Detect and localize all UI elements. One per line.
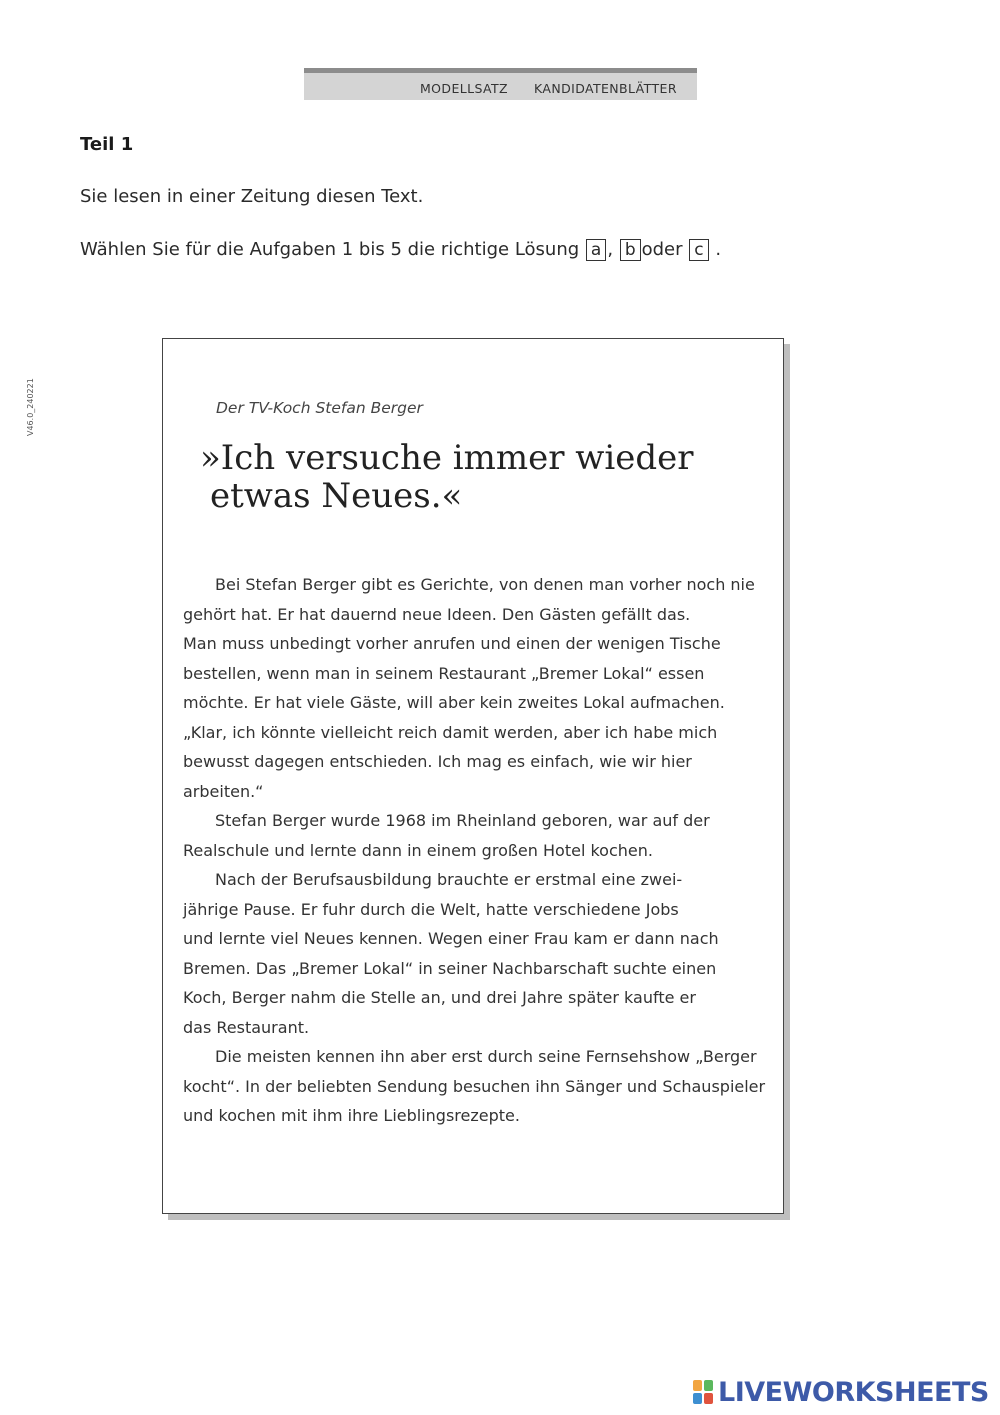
article-body bbox=[183, 570, 773, 1131]
liveworksheets-logo bbox=[692, 1374, 989, 1410]
section-title: Teil 1 bbox=[80, 134, 134, 155]
header-modellsatz: MODELLSATZ bbox=[420, 81, 509, 96]
newspaper-article bbox=[162, 338, 784, 1214]
article-line: Nach der Berufsausbildung brauchte er erstmal eine zwei- bbox=[215, 870, 683, 889]
side-version-code: V46.0_240221 bbox=[26, 378, 35, 436]
header-kandidatenblaetter: KANDIDATENBLÄTTER bbox=[534, 81, 677, 96]
article-line: kocht“. In der beliebten Sendung besuchen ihn Sänger und Schauspieler bbox=[183, 1076, 766, 1096]
article-line: möchte. Er hat viele Gäste, will aber kein zweites Lokal aufmachen. bbox=[183, 693, 725, 712]
article-line: gehört hat. Er hat dauernd neue Ideen. Den Gästen gefällt das. bbox=[183, 604, 691, 624]
headline-line-1: »Ich versuche immer wieder bbox=[200, 438, 694, 478]
article-line: bewusst dagegen entschieden. Ich mag es einfach, wie wir hier bbox=[183, 752, 692, 771]
article-line: Man muss unbedingt vorher anrufen und einen der wenigen Tische bbox=[183, 634, 721, 653]
instruction-line-2 bbox=[80, 239, 721, 261]
instruction-line-1: Sie lesen in einer Zeitung diesen Text. bbox=[80, 186, 424, 207]
option-c-box: c bbox=[689, 239, 708, 261]
article-line: Realschule und lernte dann in einem großen Hotel kochen. bbox=[183, 840, 653, 860]
article-line: und kochen mit ihm ihre Lieblingsrezepte. bbox=[183, 1106, 520, 1125]
article-line: Bei Stefan Berger gibt es Gerichte, von denen man vorher noch nie bbox=[215, 575, 755, 594]
article-line: Koch, Berger nahm die Stelle an, und drei Jahre später kaufte er bbox=[183, 988, 696, 1007]
article-line: „Klar, ich könnte vielleicht reich damit werden, aber ich habe mich bbox=[183, 722, 718, 742]
article-line: Die meisten kennen ihn aber erst durch seine Fernsehshow „Berger bbox=[215, 1047, 757, 1066]
article-line: und lernte viel Neues kennen. Wegen einer Frau kam er dann nach bbox=[183, 929, 719, 948]
article-line: jährige Pause. Er fuhr durch die Welt, hatte verschiedene Jobs bbox=[183, 899, 679, 919]
article-kicker: Der TV-Koch Stefan Berger bbox=[216, 399, 423, 417]
instruction-text: Wählen Sie für die Aufgaben 1 bis 5 die richtige Lösung bbox=[80, 239, 580, 260]
headline-line-2: etwas Neues.« bbox=[210, 476, 463, 516]
word-oder: oder bbox=[641, 239, 683, 260]
article-line: das Restaurant. bbox=[183, 1017, 310, 1037]
logo-text: LIVEWORKSHEETS bbox=[718, 1376, 989, 1408]
option-b-box: b bbox=[620, 239, 641, 261]
article-line: Stefan Berger wurde 1968 im Rheinland geboren, war auf der bbox=[215, 811, 710, 830]
article-line: arbeiten.“ bbox=[183, 781, 264, 801]
article-line: Bremen. Das „Bremer Lokal“ in seiner Nachbarschaft suchte einen bbox=[183, 958, 717, 978]
article-headline bbox=[200, 439, 760, 515]
header-bar bbox=[304, 68, 697, 100]
option-a-box: a bbox=[586, 239, 606, 261]
separator-comma: , bbox=[607, 239, 614, 260]
instruction-end-period: . bbox=[715, 239, 722, 260]
liveworksheets-logo-icon bbox=[692, 1379, 714, 1405]
article-line: bestellen, wenn man in seinem Restaurant „Bremer Lokal“ essen bbox=[183, 663, 705, 683]
